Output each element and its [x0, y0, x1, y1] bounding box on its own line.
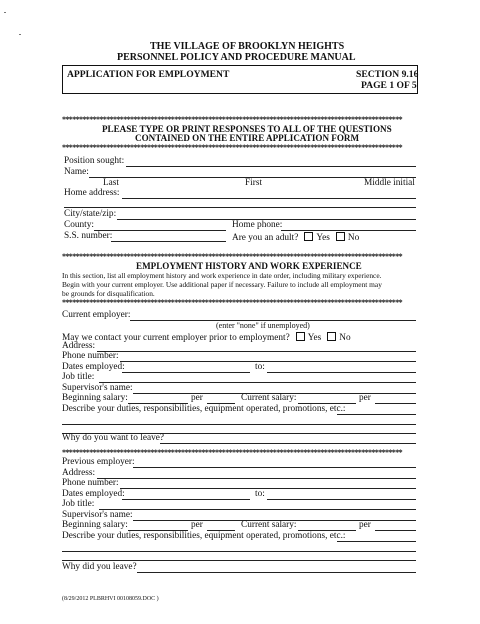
document-footer: (8/29/2012 PLBRHVI 00108059.DOC )	[62, 596, 159, 602]
current-leave-label: Why do you want to leave?	[62, 433, 164, 443]
previous-beginning-per-label: per	[191, 520, 203, 530]
current-duties-field-2[interactable]	[62, 424, 416, 425]
previous-dates-from-field[interactable]	[122, 499, 250, 500]
contact-employer-question	[62, 332, 351, 343]
document-title: APPLICATION FOR EMPLOYMENT	[67, 69, 230, 80]
contact-yes-label: Yes	[307, 333, 322, 343]
employment-instructions-3: be grounds for disqualification.	[62, 289, 155, 298]
current-salary-per-field[interactable]	[375, 403, 416, 404]
home-address-field-2[interactable]	[64, 207, 416, 208]
first-name-caption: First	[245, 178, 263, 188]
current-phone-label: Phone number:	[62, 351, 119, 361]
position-sought-field[interactable]	[126, 166, 416, 167]
current-beginning-per-label: per	[191, 393, 203, 403]
instructions-line-1: PLEASE TYPE OR PRINT RESPONSES TO ALL OF THE QUESTIONS	[102, 124, 392, 134]
previous-address-field[interactable]	[97, 478, 416, 479]
adult-yes-label: Yes	[316, 233, 330, 243]
ss-number-label: S.S. number:	[64, 231, 113, 241]
previous-dates-to-field[interactable]	[267, 499, 416, 500]
adult-question	[232, 232, 359, 243]
employment-instructions-1: In this section, list all employment history and work experience in date order, including military experience.	[62, 271, 382, 280]
position-sought-label: Position sought:	[64, 156, 125, 166]
employment-instructions-2: Begin with your current employer. Use additional paper if necessary. Failure to include all employment may	[62, 280, 382, 289]
previous-duties-field-3[interactable]	[62, 560, 416, 561]
previous-job-title-label: Job title:	[62, 499, 95, 509]
adult-question-label: Are you an adult?	[232, 233, 299, 243]
current-dates-to-field[interactable]	[267, 372, 416, 373]
section-number: SECTION 9.16	[356, 69, 419, 80]
previous-duties-field[interactable]	[337, 541, 416, 542]
current-address-label: Address:	[62, 341, 96, 351]
previous-employer-field[interactable]	[133, 467, 416, 468]
current-salary-per-label: per	[359, 393, 371, 403]
name-label: Name:	[64, 167, 89, 177]
scan-speck	[4, 12, 6, 13]
employment-section-title: EMPLOYMENT HISTORY AND WORK EXPERIENCE	[136, 261, 362, 271]
contact-no-checkbox[interactable]	[327, 332, 336, 341]
home-phone-label: Home phone:	[232, 220, 283, 230]
current-address-field[interactable]	[97, 351, 416, 352]
previous-address-label: Address:	[62, 468, 96, 478]
current-employer-label: Current employer:	[62, 310, 131, 320]
previous-leave-label: Why did you leave?	[62, 562, 137, 572]
county-label: County:	[64, 220, 94, 230]
home-address-label: Home address:	[64, 188, 120, 198]
previous-phone-label: Phone number:	[62, 478, 119, 488]
current-job-title-field[interactable]	[99, 382, 416, 383]
contact-employer-label: May we contact your current employer prior to employment?	[62, 333, 290, 343]
unemployed-note: (enter "none" if unemployed)	[216, 321, 310, 330]
previous-job-title-field[interactable]	[99, 509, 416, 510]
previous-beginning-salary-label: Beginning salary:	[62, 520, 128, 530]
adult-no-checkbox[interactable]	[336, 232, 345, 241]
home-address-field[interactable]	[122, 198, 416, 199]
previous-dates-to-label: to:	[255, 489, 265, 499]
previous-supervisor-label: Supervisor's name:	[62, 510, 133, 520]
current-beginning-salary-label: Beginning salary:	[62, 393, 128, 403]
asterisk-divider: ****************************************************************************************************	[62, 144, 403, 152]
asterisk-divider: ****************************************************************************************************	[62, 299, 403, 307]
previous-duties-field-2[interactable]	[62, 551, 416, 552]
previous-salary-per-field[interactable]	[375, 530, 416, 531]
asterisk-divider: ****************************************************************************************************	[62, 449, 403, 457]
adult-no-label: No	[347, 233, 360, 243]
page-number: PAGE 1 OF 5	[361, 80, 417, 91]
last-name-caption: Last	[103, 178, 120, 188]
city-state-zip-label: City/state/zip:	[64, 209, 117, 219]
current-supervisor-label: Supervisor's name:	[62, 383, 133, 393]
current-duties-field[interactable]	[337, 414, 416, 415]
current-dates-from-field[interactable]	[122, 372, 250, 373]
current-dates-to-label: to:	[255, 362, 265, 372]
current-duties-label: Describe your duties, responsibilities, equipment operated, promotions, etc.:	[62, 404, 346, 414]
previous-phone-field[interactable]	[120, 488, 416, 489]
home-phone-field[interactable]	[281, 230, 416, 231]
current-job-title-label: Job title:	[62, 372, 95, 382]
ss-number-field[interactable]	[111, 241, 226, 242]
contact-yes-checkbox[interactable]	[296, 332, 305, 341]
current-dates-label: Dates employed:	[62, 362, 125, 372]
scan-speck	[19, 34, 21, 35]
current-leave-field[interactable]	[160, 443, 416, 444]
current-phone-field[interactable]	[120, 361, 416, 362]
adult-yes-checkbox[interactable]	[304, 232, 313, 241]
previous-leave-field[interactable]	[137, 572, 416, 573]
county-field[interactable]	[94, 230, 226, 231]
middle-initial-caption: Middle initial	[364, 178, 415, 188]
previous-dates-label: Dates employed:	[62, 489, 125, 499]
previous-employer-label: Previous employer:	[62, 457, 135, 467]
asterisk-divider: ****************************************************************************************************	[62, 116, 403, 124]
header-double-rule	[63, 93, 417, 94]
asterisk-divider: ****************************************************************************************************	[62, 253, 403, 261]
current-salary-label: Current salary:	[241, 393, 297, 403]
org-title: THE VILLAGE OF BROOKLYN HEIGHTS	[150, 41, 345, 52]
manual-title: PERSONNEL POLICY AND PROCEDURE MANUAL	[117, 52, 356, 63]
contact-no-label: No	[339, 333, 351, 343]
previous-salary-per-label: per	[359, 520, 371, 530]
previous-duties-label: Describe your duties, responsibilities, equipment operated, promotions, etc.:	[62, 531, 346, 541]
previous-salary-label: Current salary:	[241, 520, 297, 530]
instructions-line-2: CONTAINED ON THE ENTIRE APPLICATION FORM	[135, 133, 360, 143]
